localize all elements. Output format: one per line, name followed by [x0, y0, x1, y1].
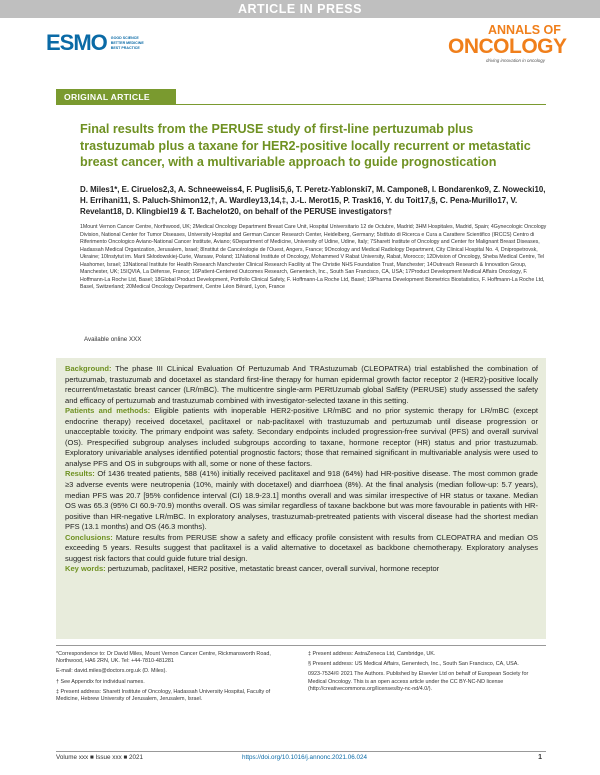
affiliations: 1Mount Vernon Cancer Centre, Northwood, UK; 2Medical Oncology Department Breast Care Unit, Hospital Universitario 12 de Octubre, Madrid; 3HM Hospitales, Madrid, Spain; 4Gynecologic Oncology Division, National Center for Tumor Diseases, University Hospital and German Cancer Research Center, Heidelberg, Germany; 5Istituto di Ricerca e Cura a Carattere Scientifico (IRCCS) Centro di Riferimento Oncologico Aviano-National Cancer Institute, Aviano; 6Department of Medicine, University of Udine, Udine, Italy; 7Sharett Institute of Oncology and Center for Malignant Breast Diseases, Hadassah Medical Organization, Jerusalem, Israel; 8Institut de Cancérologie de l'Ouest, Angers, France; 9Oncology and Medical Radiology Department, City Clinical Hospital No. 4, Dnipropetrovsk, Ukraine; 10Instytut im. Marii Skłodowskiej-Curie, Warsaw, Poland; 11National Institute of Oncology, Mohammed V Rabat University, Rabat, Morocco; 12Division of Oncology, Sheba Medical Centre, Tel Hashomer, Israel; 13National Institute for Health Research Manchester Clinical Research Facility at The Christie NHS Foundation Trust, Manchester; 14Outreach Research & Innovation Group, Manchester, UK; 15IQVIA, La Défense, France; 16Patient-Centered Outcomes Research, Genentech, Inc., South San Francisco, CA, USA; 17Product Development Medical Affairs Oncology, F. Hoffmann-La Roche Ltd, Basel; 18Global Product Development, Portfolio Clinical Safety, F. Hoffmann-La Roche Ltd, Basel; 19Pharma Development Biometrics Biostatistics, F. Hoffmann-La Roche Ltd, Basel, Switzerland; 20Medical Oncology Department, Centre Léon Bérard, Lyon, France — [80, 224, 547, 290]
footnotes-left — [56, 651, 294, 706]
article-title: Final results from the PERUSE study of first-line pertuzumab plus trastuzumab plus a taxane for HER2-positive locally recurrent or metastatic breast cancer, with a multivariable approach to guide prognostication — [80, 122, 531, 169]
abstract-background — [65, 364, 538, 406]
abstract-keywords — [65, 564, 538, 575]
abstract-heading: Results: — [65, 469, 95, 479]
esmo-tagline-line: BEST PRACTICE — [110, 45, 140, 50]
journal-logo[interactable] — [448, 24, 574, 63]
email-note[interactable]: E-mail: david.miles@doctors.org.uk (D. Miles). — [56, 668, 167, 675]
esmo-wordmark: ESMO — [46, 30, 107, 55]
available-online: Available online XXX — [84, 336, 142, 343]
abstract-methods — [65, 406, 538, 469]
journal-tagline: driving innovation in oncology — [486, 58, 546, 63]
abstract-text: Of 1436 treated patients, 588 (41%) initially received paclitaxel and 918 (64%) had HR-positive disease. The most common grade ≥3 adverse events were neutropenia (10%, mainly with docetaxel) and diarrhoea (8%). At the final analysis (median follow-up: 5.7 years), median PFS was 20.7 [95% confidence interval (CI) 18.9-23.1] months overall and was similar irrespective of HR status or taxane. Median OS was 65.3 (95% CI 60.9-70.9) months overall. OS was similar regardless of taxane backbone but was more favourable in patients with HR-positive than HR-negative LR/mBC. In exploratory analyses, trastuzumab-pretreated patients with visceral disease had the shortest median PFS (13.1 months) and OS (46.3 months). — [65, 469, 538, 532]
abstract-heading: Background: — [65, 364, 112, 373]
correspondence-note: *Correspondence to: Dr David Miles, Mount Vernon Cancer Centre, Rickmansworth Road, Northwood, HA6 2RN, UK. Tel: +44-7810-481281 — [56, 651, 271, 665]
section-label: ORIGINAL ARTICLE — [56, 89, 176, 105]
doi-link[interactable]: https://doi.org/10.1016/j.annonc.2021.06.024 — [242, 754, 367, 761]
abstract-box — [56, 358, 546, 639]
author-list: D. Miles1*, E. Ciruelos2,3, A. Schneeweiss4, F. Puglisi5,6, T. Peretz-Yablonski7, M. Campone8, I. Bondarenko9, Z. Nowecki10, H. Errihani11, S. Paluch-Shimon12,†, A. Wardley13,14,‡, J.-L. Merot15, P. Trask16, Y. du Toit17,§, C. Pena-Murillo17, V. Revelant18, D. Klingbiel19 & T. Bachelot20, on behalf of the PERUSE investigators† — [80, 185, 546, 217]
abstract-text: Mature results from PERUSE show a safety and efficacy profile consistent with results from CLEOPATRA and median OS exceeding 5 years. Results suggest that paclitaxel is a valid alternative to docetaxel as backbone chemotherapy. Exploratory analyses suggest risk factors that could guide future trial design. — [65, 532, 538, 563]
esmo-tagline-line: BETTER MEDICINE — [110, 40, 144, 45]
footnotes-right — [308, 651, 546, 696]
footnote-divider — [56, 645, 546, 646]
abstract-text: The phase III CLinical Evaluation Of Pertuzumab And TRAstuzumab (CLEOPATRA) trial established the combination of pertuzumab, trastuzumab and docetaxel as standard first-line therapy for human epidermal growth factor receptor 2 (HER2)-positive locally recurrent/metastatic breast cancer (LR/mBC). The multicentre single-arm PERtUzumab global SafEty (PERUSE) study assessed the safety and efficacy of pertuzumab and trastuzumab combined with investigator-selected taxane in this setting. — [65, 364, 538, 405]
journal-name-main: ONCOLOGY — [448, 35, 567, 58]
abstract-text: Eligible patients with inoperable HER2-positive LR/mBC and no prior systemic therapy for LR/mBC (except endocrine therapy) received docetaxel, paclitaxel or nab-paclitaxel with trastuzumab and pertuzumab until disease progression or unacceptable toxicity. The primary endpoint was safety. Secondary endpoints included progression-free survival (PFS) and overall survival (OS). Prespecified subgroup analyses included subgroups according to taxane, hormone receptor (HR) status and prior trastuzumab. Exploratory univariable analyses identified potential prognostic factors; those that remained significant in multivariable analysis were used to analyse PFS and OS in subgroups with all, some or none of these factors. — [65, 406, 538, 468]
abstract-heading: Conclusions: — [65, 532, 113, 542]
esmo-tagline-line: GOOD SCIENCE — [110, 35, 139, 40]
volume-issue: Volume xxx ■ Issue xxx ■ 2021 — [56, 754, 144, 761]
abstract-text: pertuzumab, paclitaxel, HER2 positive, metastatic breast cancer, overall survival, hormone receptor — [105, 564, 440, 574]
license-note[interactable]: 0923-7534/© 2021 The Authors. Published by Elsevier Ltd on behalf of European Society for Medical Oncology. This is an open access article under the CC BY-NC-ND license (http://creativecommons.org/licenses/by-nc-nd/4.0/). — [308, 671, 529, 692]
abstract-heading: Patients and methods: — [65, 406, 151, 416]
present-address-note: ‡ Present address: Sharett Institute of Oncology, Hadassah University Hospital, Faculty of Medicine, Hebrew University of Jerusalem, Jerusalem, Israel. — [56, 688, 271, 703]
present-address-note: § Present address: US Medical Affairs, Genentech, Inc., South San Francisco, CA, USA. — [308, 661, 519, 668]
abstract-results — [65, 469, 538, 532]
abstract-heading: Key words: — [65, 564, 106, 574]
journal-name-top: ANNALS OF — [488, 23, 561, 37]
page-number: 1 — [538, 754, 542, 761]
esmo-tagline — [111, 36, 151, 51]
page-footer — [56, 751, 546, 763]
abstract-conclusions — [65, 533, 538, 565]
article-in-press-banner: ARTICLE IN PRESS — [0, 0, 600, 18]
esmo-logo[interactable] — [46, 32, 151, 54]
present-address-note: ‡ Present address: AstraZeneca Ltd, Cambridge, UK. — [308, 651, 436, 657]
section-divider — [56, 104, 546, 105]
appendix-note: † See Appendix for individual names. — [56, 678, 145, 685]
